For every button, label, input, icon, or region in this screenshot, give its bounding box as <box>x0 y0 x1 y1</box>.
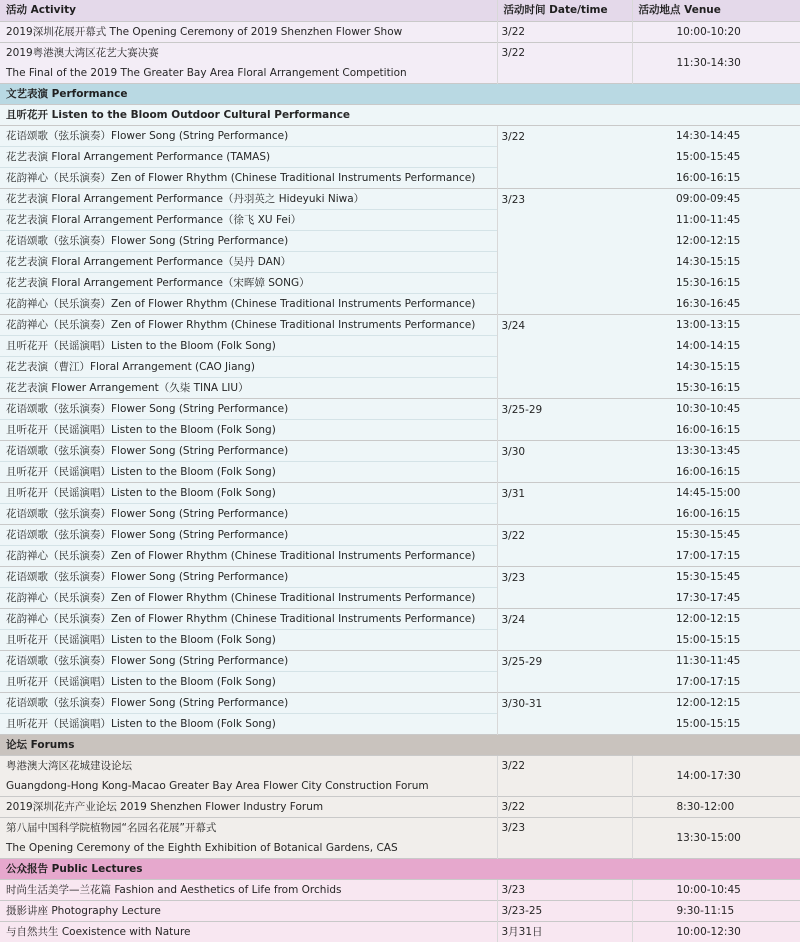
table-row <box>0 608 800 629</box>
time-cell: 14:30-14:45 <box>632 125 800 146</box>
date-cell: 3/23-25 <box>497 901 632 922</box>
lectures-section <box>0 859 800 880</box>
time-cell: 11:30-14:30 <box>632 42 800 83</box>
activity-cell: 花语颂歌（弦乐演奏）Flower Song (String Performance) <box>0 440 497 461</box>
date-cell: 3/22 <box>497 42 632 83</box>
activity-cell: 且听花开（民谣演唱）Listen to the Bloom (Folk Song) <box>0 671 497 692</box>
time-cell: 10:00-10:20 <box>632 21 800 42</box>
date-cell: 3/23 <box>497 817 632 858</box>
activity-cell: 花韵禅心（民乐演奏）Zen of Flower Rhythm (Chinese Traditional Instruments Performance) <box>0 293 497 314</box>
table-row <box>0 650 800 671</box>
activity-cell: 第八届中国科学院植物园“名园名花展”开幕式 <box>0 817 497 838</box>
table-row <box>0 42 800 63</box>
activity-cell: 花语颂歌（弦乐演奏）Flower Song (String Performance) <box>0 503 497 524</box>
performance-subtitle: 且听花开 Listen to the Bloom Outdoor Cultural Performance <box>0 104 800 125</box>
table-row <box>0 713 800 734</box>
activity-cell: 花语颂歌（弦乐演奏）Flower Song (String Performance) <box>0 692 497 713</box>
time-cell: 17:00-17:15 <box>632 671 800 692</box>
activity-cell: 且听花开（民谣演唱）Listen to the Bloom (Folk Song) <box>0 482 497 503</box>
time-cell: 12:00-12:15 <box>632 692 800 713</box>
activity-cell: 花韵禅心（民乐演奏）Zen of Flower Rhythm (Chinese Traditional Instruments Performance) <box>0 608 497 629</box>
table-row <box>0 503 800 524</box>
performance-subtitle-row <box>0 104 800 125</box>
activity-cell: 且听花开（民谣演唱）Listen to the Bloom (Folk Song) <box>0 461 497 482</box>
table-row <box>0 524 800 545</box>
activity-cell: 花语颂歌（弦乐演奏）Flower Song (String Performance) <box>0 524 497 545</box>
date-cell: 3月31日 <box>497 922 632 942</box>
table-row <box>0 377 800 398</box>
table-row <box>0 419 800 440</box>
time-cell: 16:00-16:15 <box>632 461 800 482</box>
time-cell: 10:00-10:45 <box>632 880 800 901</box>
time-cell: 13:00-13:15 <box>632 314 800 335</box>
forums-section <box>0 734 800 755</box>
time-cell: 14:00-17:30 <box>632 755 800 796</box>
activity-cell: 花语颂歌（弦乐演奏）Flower Song (String Performance) <box>0 230 497 251</box>
table-row <box>0 440 800 461</box>
time-cell: 15:30-15:45 <box>632 524 800 545</box>
table-row <box>0 314 800 335</box>
time-cell: 15:00-15:45 <box>632 146 800 167</box>
table-row <box>0 755 800 776</box>
activity-cell: 花语颂歌（弦乐演奏）Flower Song (String Performance) <box>0 566 497 587</box>
date-cell: 3/22 <box>497 796 632 817</box>
activity-cell: 花艺表演 Flower Arrangement（久柒 TINA LIU） <box>0 377 497 398</box>
date-cell: 3/31 <box>497 482 632 524</box>
time-cell: 14:30-15:15 <box>632 356 800 377</box>
performance-section-title: 文艺表演 Performance <box>0 83 800 104</box>
activity-cell: 摄影讲座 Photography Lecture <box>0 901 497 922</box>
header-row <box>0 0 800 21</box>
activity-cell: 2019深圳花展开幕式 The Opening Ceremony of 2019 Shenzhen Flower Show <box>0 21 497 42</box>
table-row <box>0 566 800 587</box>
time-cell: 14:30-15:15 <box>632 251 800 272</box>
table-row <box>0 922 800 942</box>
activity-cell: 花艺表演（曹江）Floral Arrangement (CAO Jiang) <box>0 356 497 377</box>
time-cell: 16:00-16:15 <box>632 503 800 524</box>
table-row <box>0 482 800 503</box>
table-row <box>0 461 800 482</box>
table-row <box>0 146 800 167</box>
date-cell: 3/23 <box>497 188 632 314</box>
activity-cell: 花韵禅心（民乐演奏）Zen of Flower Rhythm (Chinese Traditional Instruments Performance) <box>0 587 497 608</box>
time-cell: 12:00-12:15 <box>632 608 800 629</box>
activity-cell: 与自然共生 Coexistence with Nature <box>0 922 497 942</box>
activity-cell: 花语颂歌（弦乐演奏）Flower Song (String Performance) <box>0 650 497 671</box>
activity-cell: 花艺表演 Floral Arrangement Performance（宋晖嫜 SONG） <box>0 272 497 293</box>
activity-cell: 粤港澳大湾区花城建设论坛 <box>0 755 497 776</box>
table-row <box>0 335 800 356</box>
date-cell: 3/30-31 <box>497 692 632 734</box>
date-cell: 3/24 <box>497 608 632 650</box>
date-cell: 3/23 <box>497 880 632 901</box>
activity-cell: 花艺表演 Floral Arrangement Performance（徐飞 XU Fei） <box>0 209 497 230</box>
forums-section-title: 论坛 Forums <box>0 734 800 755</box>
table-row <box>0 671 800 692</box>
time-cell: 8:30-12:00 <box>632 796 800 817</box>
activity-cell: 时尚生活美学—兰花篇 Fashion and Aesthetics of Life from Orchids <box>0 880 497 901</box>
table-row <box>0 21 800 42</box>
activity-cell: 花语颂歌（弦乐演奏）Flower Song (String Performance) <box>0 125 497 146</box>
date-cell: 3/24 <box>497 314 632 398</box>
performance-section <box>0 83 800 104</box>
table-row <box>0 880 800 901</box>
activity-cell: 花艺表演 Floral Arrangement Performance（丹羽英之 Hideyuki Niwa） <box>0 188 497 209</box>
time-cell: 12:00-12:15 <box>632 230 800 251</box>
activity-cell: 花韵禅心（民乐演奏）Zen of Flower Rhythm (Chinese Traditional Instruments Performance) <box>0 314 497 335</box>
activity-cell: 且听花开（民谣演唱）Listen to the Bloom (Folk Song) <box>0 419 497 440</box>
time-cell: 13:30-15:00 <box>632 817 800 858</box>
time-cell: 17:30-17:45 <box>632 587 800 608</box>
table-row <box>0 230 800 251</box>
time-cell: 14:45-15:00 <box>632 482 800 503</box>
time-cell: 16:00-16:15 <box>632 419 800 440</box>
time-cell: 13:30-13:45 <box>632 440 800 461</box>
time-cell: 14:00-14:15 <box>632 335 800 356</box>
time-cell: 16:00-16:15 <box>632 167 800 188</box>
time-cell: 17:00-17:15 <box>632 545 800 566</box>
date-cell: 3/25-29 <box>497 650 632 692</box>
table-row <box>0 398 800 419</box>
activity-cell: 花艺表演 Floral Arrangement Performance（吴丹 DAN） <box>0 251 497 272</box>
time-cell: 15:30-16:15 <box>632 272 800 293</box>
table-row <box>0 817 800 838</box>
date-cell: 3/22 <box>497 755 632 796</box>
header-activity: 活动 Activity <box>6 4 76 17</box>
table-row <box>0 209 800 230</box>
date-cell: 3/30 <box>497 440 632 482</box>
header-datetime: 活动时间 Date/time <box>497 0 632 21</box>
activity-cell-en: The Opening Ceremony of the Eighth Exhibition of Botanical Gardens, CAS <box>6 842 398 855</box>
table-row <box>0 272 800 293</box>
table-row <box>0 188 800 209</box>
time-cell: 11:00-11:45 <box>632 209 800 230</box>
table-row <box>0 545 800 566</box>
time-cell: 15:00-15:15 <box>632 713 800 734</box>
table-row <box>0 629 800 650</box>
date-cell: 3/23 <box>497 566 632 608</box>
activity-cell: 花韵禅心（民乐演奏）Zen of Flower Rhythm (Chinese Traditional Instruments Performance) <box>0 167 497 188</box>
table-row <box>0 796 800 817</box>
date-cell: 3/25-29 <box>497 398 632 440</box>
time-cell: 15:30-16:15 <box>632 377 800 398</box>
activity-cell-en: The Final of the 2019 The Greater Bay Area Floral Arrangement Competition <box>6 66 407 79</box>
date-cell: 3/22 <box>497 21 632 42</box>
activity-cell: 花韵禅心（民乐演奏）Zen of Flower Rhythm (Chinese Traditional Instruments Performance) <box>0 545 497 566</box>
time-cell: 16:30-16:45 <box>632 293 800 314</box>
table-row <box>0 167 800 188</box>
date-cell: 3/22 <box>497 125 632 188</box>
activity-cell-en: Guangdong-Hong Kong-Macao Greater Bay Area Flower City Construction Forum <box>6 779 429 792</box>
time-cell: 09:00-09:45 <box>632 188 800 209</box>
time-cell: 10:00-12:30 <box>632 922 800 942</box>
header-venue: 活动地点 Venue <box>632 0 800 21</box>
time-cell: 15:30-15:45 <box>632 566 800 587</box>
activity-cell: 且听花开（民谣演唱）Listen to the Bloom (Folk Song) <box>0 629 497 650</box>
time-cell: 11:30-11:45 <box>632 650 800 671</box>
time-cell: 9:30-11:15 <box>632 901 800 922</box>
time-cell: 10:30-10:45 <box>632 398 800 419</box>
table-row <box>0 356 800 377</box>
date-cell: 3/22 <box>497 524 632 566</box>
time-cell: 15:00-15:15 <box>632 629 800 650</box>
activity-cell: 花语颂歌（弦乐演奏）Flower Song (String Performance) <box>0 398 497 419</box>
table-row <box>0 125 800 146</box>
table-row <box>0 251 800 272</box>
table-row <box>0 901 800 922</box>
activity-cell: 2019粤港澳大湾区花艺大赛决赛 <box>0 42 497 63</box>
activity-cell: 花艺表演 Floral Arrangement Performance (TAMAS) <box>0 146 497 167</box>
lectures-section-title: 公众报告 Public Lectures <box>0 859 800 880</box>
table-row <box>0 692 800 713</box>
activity-cell: 且听花开（民谣演唱）Listen to the Bloom (Folk Song) <box>0 335 497 356</box>
activity-cell: 2019深圳花卉产业论坛 2019 Shenzhen Flower Industry Forum <box>0 796 497 817</box>
activity-cell: 且听花开（民谣演唱）Listen to the Bloom (Folk Song) <box>0 713 497 734</box>
table-row <box>0 293 800 314</box>
table-row <box>0 587 800 608</box>
